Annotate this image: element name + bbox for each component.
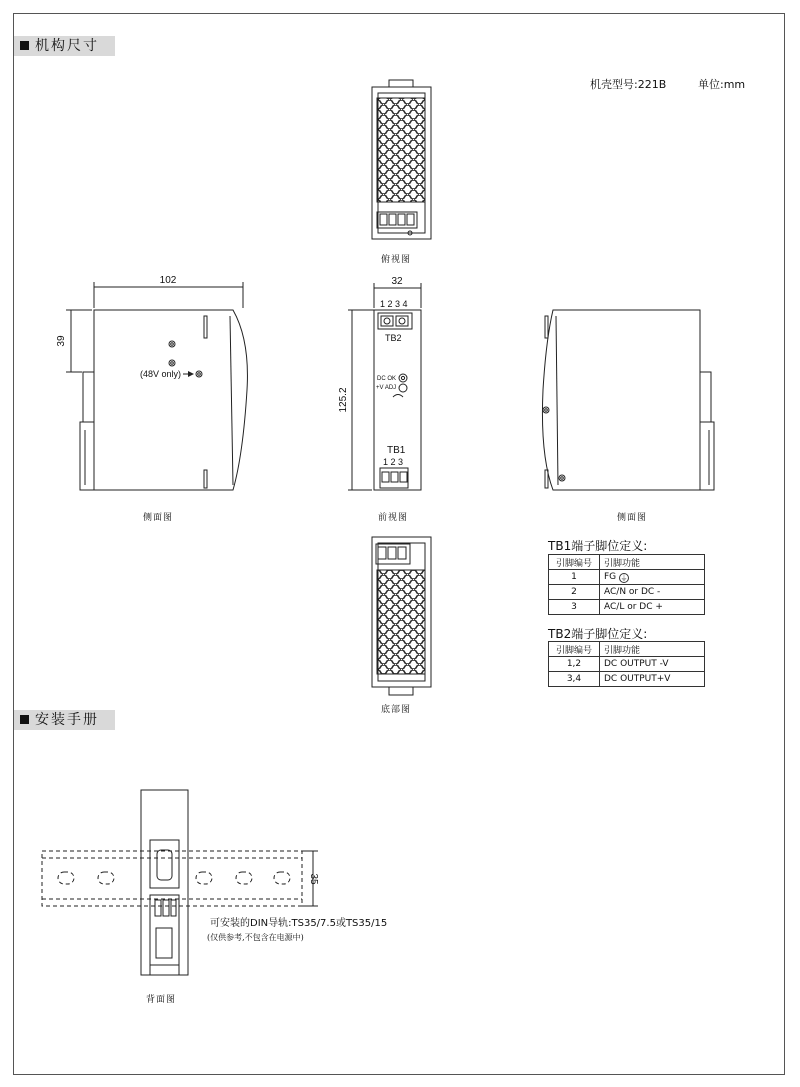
table-row [549,570,705,585]
pin-function: DC OUTPUT -V [600,657,705,672]
dim-32: 32 [391,276,403,287]
pin-function-cell [600,570,705,585]
label-v-adj: +V ADJ [376,385,397,391]
side-view-left-drawing [66,282,247,490]
header-pin-no: 引脚编号 [549,555,600,570]
caption-side-right: 侧面图 [617,513,648,523]
label-48v-only: (48V only) [140,369,182,379]
label-tb1: TB1 [387,445,406,456]
table-header-row [549,555,705,570]
pin-no: 1 [549,570,600,585]
label-tb2-pins: 1 2 3 4 [380,299,408,309]
bottom-view-drawing [372,537,431,695]
pin-no: 2 [549,585,600,600]
unit-label: 单位:mm [698,78,746,91]
label-tb2: TB2 [385,333,402,343]
pin-no: 3 [549,600,600,615]
header-pin-function: 引脚功能 [600,642,705,657]
table-row [549,585,705,600]
pin-no: 3,4 [549,672,600,687]
pin-function: AC/N or DC - [600,585,705,600]
dim-102: 102 [159,275,177,286]
tb2-pin-table [548,641,705,687]
caption-side-left: 侧面图 [143,513,174,523]
table-header-row [549,642,705,657]
back-view-drawing [42,790,318,975]
pin-function: FG [604,571,617,582]
dim-125-2: 125.2 [338,387,349,413]
caption-bottom: 底部图 [381,705,412,715]
pin-function: AC/L or DC + [600,600,705,615]
tb1-table-title: TB1端子脚位定义: [548,539,648,553]
header-pin-no: 引脚编号 [549,642,600,657]
install-note-rail: 可安装的DIN导轨:TS35/7.5或TS35/15 [210,918,388,929]
section-title: 机构尺寸 [35,38,99,54]
label-tb1-pins: 1 2 3 [383,457,404,467]
caption-top-view: 俯视图 [381,255,412,265]
install-note-disclaimer: (仅供参考,不包含在电源中) [207,933,304,942]
caption-front: 前视图 [378,513,409,523]
dim-39: 39 [56,335,67,347]
caption-back: 背面图 [146,995,177,1005]
dim-35: 35 [308,873,319,885]
tb2-table-title: TB2端子脚位定义: [548,627,648,641]
side-view-right-drawing [542,310,714,490]
ground-icon: ⏚ [620,573,628,582]
tb1-pin-table [548,554,705,615]
header-pin-function: 引脚功能 [600,555,705,570]
label-dc-ok: DC OK [377,376,397,382]
case-model: 机壳型号:221B [590,78,667,91]
pin-no: 1,2 [549,657,600,672]
table-row [549,600,705,615]
top-view-drawing [372,80,431,239]
table-row [549,657,705,672]
table-row [549,672,705,687]
section-title: 安装手册 [35,712,99,728]
pin-function: DC OUTPUT+V [600,672,705,687]
